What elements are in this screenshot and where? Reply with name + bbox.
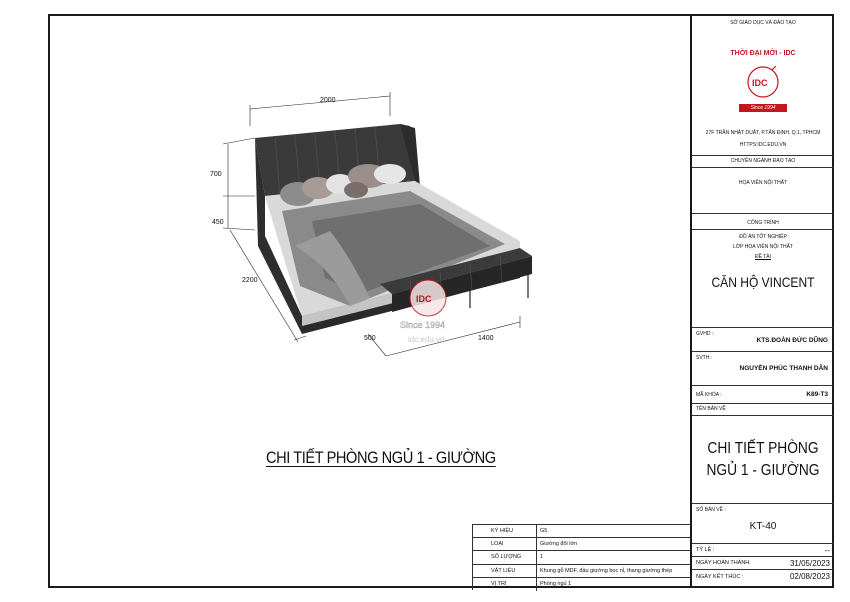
school-section [692, 16, 834, 156]
sheet-no-value: KT-40 [749, 521, 777, 532]
spec-value: Khung gỗ MDF, đầu giường bọc nỉ, thang giường thép [540, 567, 673, 574]
drawing-name-line2: NGỦ 1 - GIƯỜNG [706, 462, 820, 479]
project-label: CÔNG TRÌNH [747, 220, 779, 226]
dim-width-label: 2000 [320, 97, 336, 104]
end-date-label: NGÀY KẾT THÚC : [696, 573, 744, 580]
project-line2: LỚP HỌA VIÊN NỘI THẤT [733, 244, 793, 250]
course-value: K89-T3 [806, 391, 828, 398]
course-label: MÃ KHÓA : [696, 391, 722, 398]
drawing-name-label-row [692, 404, 834, 416]
drawing-title: CHI TIẾT PHÒNG NGỦ 1 - GIƯỜNG [266, 448, 496, 467]
spec-key: LOẠI [473, 538, 537, 550]
watermark-since: Since 1994 [400, 320, 446, 330]
spec-row [473, 538, 690, 551]
major-label-row [692, 156, 834, 168]
spec-key: VỊ TRÍ [473, 578, 537, 591]
spec-table [472, 524, 690, 590]
spec-row [473, 551, 690, 564]
drawing-name-line1: CHI TIẾT PHÒNG [707, 440, 819, 457]
date-rows [692, 544, 834, 583]
scale-label: TỶ LỆ : [696, 547, 715, 553]
idc-logo [742, 62, 784, 104]
end-date-value: 02/08/2023 [789, 572, 830, 581]
website-text: HTTPS:IDC.EDU.VN [739, 142, 787, 148]
major-label: CHUYÊN NGÀNH ĐÀO TẠO [730, 158, 796, 164]
major-value: HỌA VIÊN NỘI THẤT [738, 180, 788, 186]
spec-key: KÝ HIỆU [473, 525, 537, 537]
logo-text: IDC [752, 78, 768, 88]
spec-key: VẬT LIỆU [473, 565, 537, 577]
spec-value: Phòng ngủ 1 [540, 580, 572, 587]
done-date-value: 31/05/2023 [789, 558, 830, 568]
project-name: CĂN HỘ VINCENT [711, 274, 815, 290]
spec-row [473, 525, 690, 538]
dimension-bed-height [223, 196, 255, 230]
sheet-no-label: SỐ BẢN VẼ : [696, 507, 726, 513]
gvhd-label: GVHD : [696, 331, 714, 337]
department-text: SỞ GIÁO DỤC VÀ ĐÀO TẠO [730, 20, 796, 26]
done-date-label: NGÀY HOÀN THÀNH: [696, 560, 751, 566]
school-name: THỜI ĐẠI MỚI - IDC [730, 50, 796, 57]
scale-value: -- [824, 545, 830, 555]
spec-key: SỐ LƯỢNG [473, 551, 537, 563]
watermark-brand: IDC [416, 294, 432, 304]
drawing-sheet [48, 14, 834, 588]
project-section [692, 214, 834, 328]
dim-bench-depth-label: 500 [364, 335, 376, 342]
svth-value: NGUYỄN PHÚC THANH DÂN [739, 365, 828, 372]
spec-row [473, 578, 690, 591]
dim-length-label: 2200 [242, 277, 258, 284]
spec-value: 1 [540, 554, 544, 561]
drawing-name-row [692, 416, 834, 504]
scale-row [692, 544, 834, 557]
watermark-url: idc.edu.vn [408, 335, 445, 344]
title-block [690, 16, 834, 588]
project-line1: ĐỒ ÁN TỐT NGHIỆP [739, 234, 787, 240]
spec-value: Giường đôi lớn [540, 541, 578, 548]
sheet-no-row [692, 504, 834, 544]
dimension-headboard [223, 138, 255, 196]
drawing-name-label: TÊN BẢN VẼ [696, 406, 726, 412]
since-badge: Since 1994 [739, 104, 787, 112]
bed-drawing [50, 16, 690, 436]
spec-row [473, 565, 690, 578]
svth-label: SVTH : [696, 355, 713, 361]
address-text: 27F TRẦN NHẬT DUẬT, P.TÂN ĐỊNH, Q.1, TPHCM [705, 130, 821, 136]
dim-bench-length-label: 1400 [478, 335, 494, 342]
major-value-row [692, 168, 834, 214]
bed-model [255, 124, 532, 334]
end-date-row [692, 570, 834, 583]
svth-row [692, 352, 834, 386]
course-row [692, 386, 834, 404]
dim-headboard-label: 700 [210, 171, 222, 178]
done-date-row [692, 557, 834, 570]
gvhd-value: KTS.ĐOÀN ĐỨC DŨNG [756, 337, 828, 344]
dim-bed-height-label: 450 [212, 219, 224, 226]
project-line3: ĐỀ TÀI [754, 254, 772, 260]
gvhd-row [692, 328, 834, 352]
spec-value: G5 [540, 528, 548, 534]
